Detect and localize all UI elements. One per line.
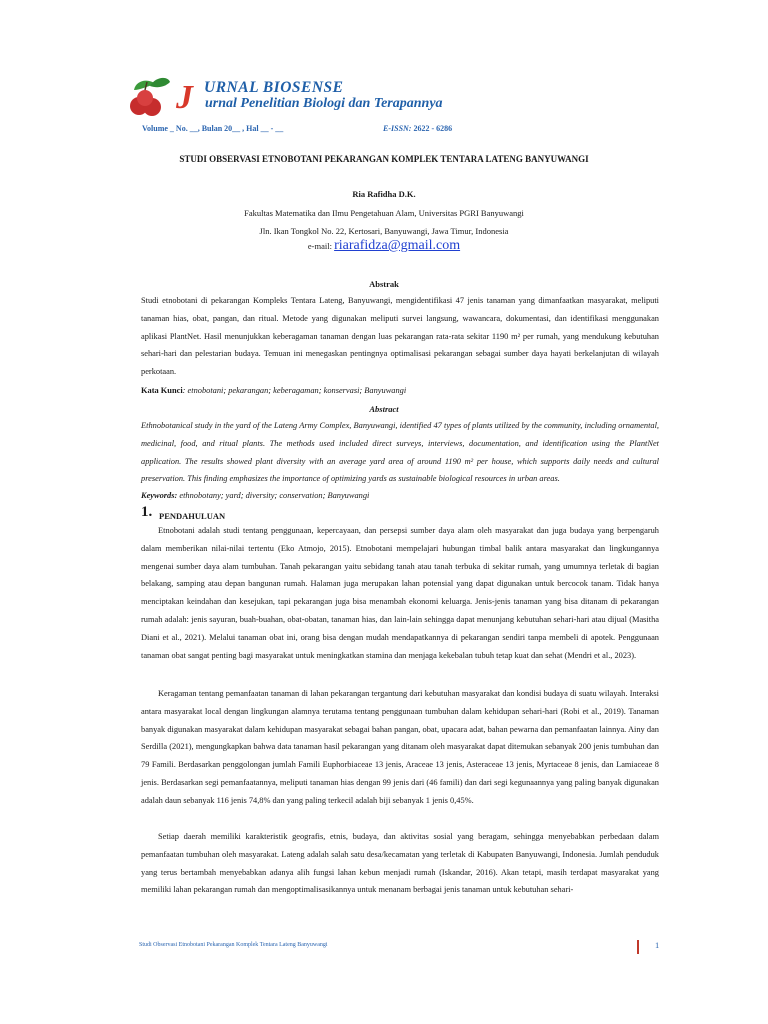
article-title: STUDI OBSERVASI ETNOBOTANI PEKARANGAN KOMPLEK TENTARA LATENG BANYUWANGI [179, 154, 589, 164]
address: Jln. Ikan Tongkol No. 22, Kertosari, Banyuwangi, Jawa Timur, Indonesia [259, 226, 509, 236]
page-number: 1 [655, 940, 660, 950]
kata-kunci-text: : etnobotani; pekarangan; keberagaman; konservasi; Banyuwangi [182, 386, 407, 395]
volume-line: Volume _ No. __, Bulan 20__ , Hal __ - __ [142, 124, 284, 133]
paragraph-2: Keragaman tentang pemanfaatan tanaman di lahan pekarangan tergantung dari kebutuhan masyarakat dan kondisi budaya di suatu wilayah. Interaksi antara masyarakat local dengan lingkungan alamnya terutama tentang penggunaan tumbuhan dalam kehidupan sehari-hari (Robi et al., 2019). Tanaman banyak digunakan masyarakat dalam kehidupan masyarakat sebagai bahan pangan, obat, upacara adat, bahan pewarna dan pemanfaatan lainnya. Ainy dan Serdilla (2021), mengungkapkan bahwa data tanaman hasil pekarangan yang ditanam oleh masyarakat dapat ditemukan sebanyak 200 jenis tumbuhan dan 79 Famili. Berdasarkan penggolongan jumlah Famili Euphorbiaceae 13 jenis, Araceae 13 jenis, Asteraceae 13 jenis, Myrtaceae 8 jenis, dan Lamiaceae 8 jenis. Berdasarkan segi pemanfaatannya, meliputi tanaman hias dengan 99 jenis dari (46 famili) dan dari segi kegunaannya yang paling banyak digunakan adalah daun sebanyak 116 jenis 74,8% dan yang paling terkecil adalah biji sebanyak 1 jenis 0,45%. [141, 689, 659, 805]
email-label: e-mail: [307, 241, 332, 251]
author-name: Ria Rafidha D.K. [352, 189, 416, 199]
abstrak-heading: Abstrak [369, 279, 399, 289]
section-number: 1. [141, 504, 153, 520]
kata-kunci-label: Kata Kunci [141, 386, 183, 395]
journal-subtitle: urnal Penelitian Biologi dan Terapannya [205, 96, 443, 111]
keywords-label: Keywords: [141, 491, 178, 500]
affiliation: Fakultas Matematika dan Ilmu Pengetahuan Alam, Universitas PGRI Banyuwangi [244, 208, 524, 218]
journal-name-text: URNAL BIOSENSE [204, 79, 344, 96]
abstract-heading: Abstract [369, 404, 399, 414]
issn-label: E-ISSN: [383, 124, 412, 133]
footer-divider [637, 940, 639, 954]
paragraph-3: Setiap daerah memiliki karakteristik geografis, etnis, budaya, dan aktivitas sosial yang beragam, sehingga menyebabkan perbedaan dalam pemanfaatan tumbuhan oleh masyarakat. Lateng adalah salah satu desa/kecamatan yang terletak di Kabupaten Banyuwangi, Indonesia. Jumlah penduduk yang terus bertambah menyebabkan adanya alih fungsi lahan kebun menjadi rumah (Iskandar, 2016). Akan tetapi, masih terdapat masyarakat yang memiliki lahan pekarangan rumah dan mengoptimalisasikannya untuk menanam berbagai jenis tanaman untuk kebutuhan sehari- [141, 832, 659, 895]
running-title: Studi Observasi Etnobotani Pekarangan Komplek Tentara Lateng Banyuwangi [139, 942, 328, 948]
email-link[interactable]: riarafidza@gmail.com [334, 238, 461, 253]
paragraph-1: Etnobotani adalah studi tentang penggunaan, kepercayaan, dan persepsi sumber daya alam oleh masyarakat dan juga budaya yang berpengaruh dalam memberikan nilai-nilai tertentu (Eko Atmojo, 2015). Etnobotani mempelajari hubungan timbal balik antara masyarakat dan lingkungannya mengenai sumber daya alam tumbuhan. Tanah pekarangan yaitu sebidang tanah atau tanah terbuka di sekitar rumah, yang umumnya terletak di bagian belakang, samping atau depan bangunan rumah. Halaman juga merupakan lahan potensial yang dapat digunakan untuk bercocok tanam. Tidak hanya menciptakan keindahan dan kesejukan, tapi pekarangan juga bisa menambah ekonomi keluarga. Jenis-jenis tanaman yang bisa ditanam di pekarangan rumah adalah: jenis sayuran, buah-buahan, obat-obatan, tanaman hias, dan lain-lain sehingga dapat menunjang kebutuhan sehari-hari atau dijual (Masitha Diani et al., 2021). Melalui tanaman obat ini, orang bisa dengan mudah mendapatkannya di pekarangan sendiri tanpa membeli di apotek. Penggunaan tanaman obat sangat penting bagi masyarakat untuk meningkatkan stamina dan menjaga kekebalan tubuh tetap kuat dan sehat (Mendri et al., 2023). [141, 526, 659, 660]
journal-initial: J [176, 79, 194, 116]
section-title: PENDAHULUAN [159, 511, 226, 521]
issn [383, 124, 452, 133]
keywords-text: ethnobotany; yard; diversity; conservation; Banyuwangi [177, 491, 370, 500]
abstract-text: Ethnobotanical study in the yard of the Lateng Army Complex, Banyuwangi, identified 47 types of plants utilized by the community, including ornamental, medicinal, food, and ritual plants. The methods used included direct surveys, interviews, documentation, and identification using the PlantNet application. The results showed plant diversity with an average yard area of around 1190 m² per house, which supports daily needs and cultural preservation. This finding emphasizes the importance of optimizing yards as sustainable biological resources in urban areas. [141, 421, 659, 484]
keywords [141, 491, 659, 500]
abstrak-text: Studi etnobotani di pekarangan Kompleks Tentara Lateng, Banyuwangi, mengidentifikasi 47 jenis tanaman yang dimanfaatkan masyarakat, meliputi tanaman hias, obat, pangan, dan ritual. Metode yang digunakan meliputi survei langsung, wawancara, dokumentasi, dan identifikasi menggunakan aplikasi PlantNet. Hasil menunjukkan keberagaman tanaman dengan luas pekarangan rata-rata sekitar 1190 m² per rumah, yang mendukung kebutuhan sehari-hari dan pelestarian budaya. Temuan ini menegaskan pentingnya optimalisasi pekarangan sebagai sumber daya hayati berkelanjutan di wilayah perkotaan. [141, 296, 659, 377]
journal-logo [130, 76, 172, 122]
issn-value: 2622 - 6286 [413, 124, 453, 133]
email-line [0, 238, 768, 254]
kata-kunci [141, 386, 659, 395]
